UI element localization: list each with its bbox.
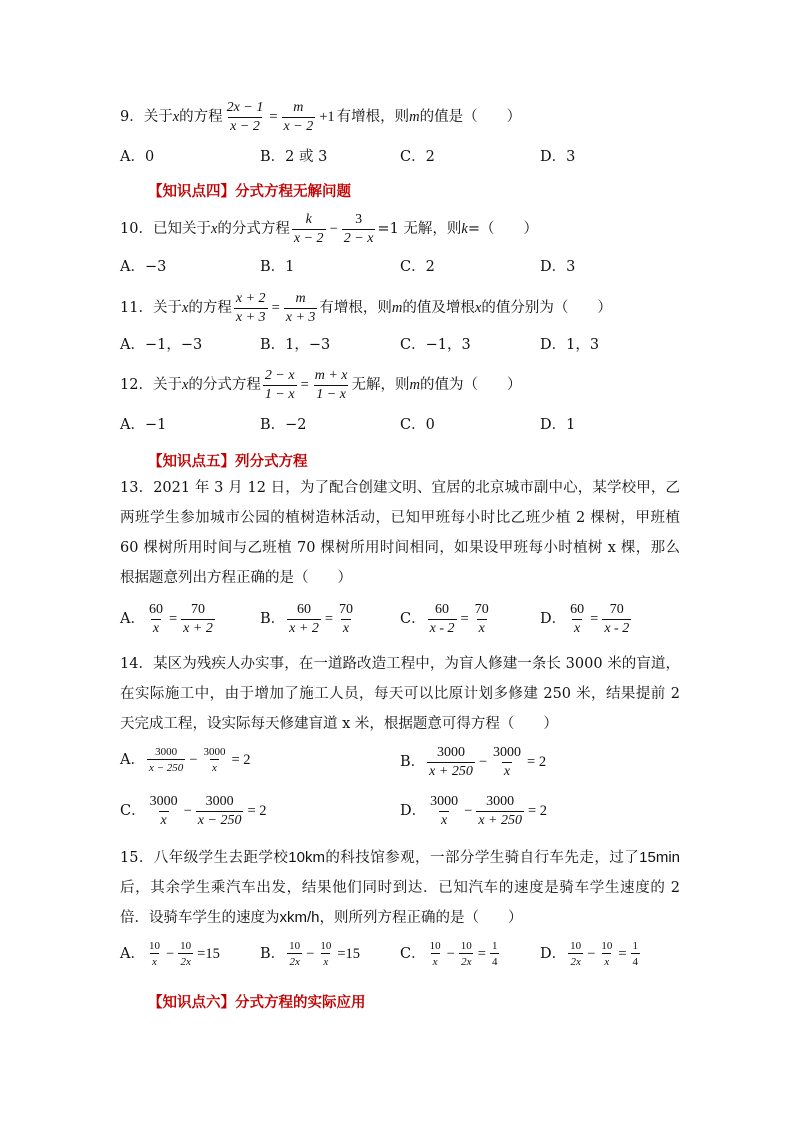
option-label: B． [260,945,286,962]
option-b[interactable]: B．−2 [260,417,307,433]
fraction [318,940,333,968]
fraction-denominator: x + 250 [478,812,522,828]
fraction-numerator: m [295,291,306,306]
question-13-options [120,603,680,637]
fraction-numerator: 60 [296,602,311,617]
option-a[interactable]: A．−1 [120,417,167,433]
fraction-denominator: x [150,953,159,968]
q11-text-3: 有增根，则 [319,300,392,317]
q11-text-2: 的方程 [188,300,232,317]
fraction-denominator: x [160,812,167,828]
fraction-numerator: 2 − x [264,368,295,383]
q9-text-4: 的值是（ ） [419,109,522,126]
q10-fraction-1 [292,213,326,246]
fraction-denominator: 1 − x [316,386,346,402]
q10-text-3: =1 无解，则 [377,221,462,238]
fraction-numerator: 3000 [155,746,178,758]
equation-rhs: = 2 [528,803,548,820]
fraction-numerator: 10 [148,940,160,952]
plus-one: +1 [319,109,335,126]
q9-fraction-1 [225,101,266,134]
fraction-numerator: 70 [609,602,624,617]
q11-var-m: m [391,300,403,317]
minus-sign: − [587,945,596,962]
fraction-numerator: 3000 [493,745,522,760]
equation-rhs: = 2 [231,751,251,768]
option-c[interactable]: C．−1，3 [400,337,471,353]
fraction-numerator: 10 [460,940,472,952]
q10-var-x: x [210,221,218,238]
minus-sign: − [165,945,175,962]
fraction-denominator: x [602,953,611,968]
fraction [147,940,162,968]
fraction-denominator: x − 2 [283,118,314,134]
fraction-denominator: x [431,953,440,968]
fraction-numerator: 3000 [149,794,178,809]
q9-fraction-2 [282,101,316,134]
fraction [147,603,165,636]
question-9-options [120,150,680,170]
option-c[interactable]: C．0 [400,417,435,433]
fraction [428,940,443,968]
fraction-denominator: x [503,763,511,779]
q10-text-2: 的分式方程 [217,221,290,238]
fraction-denominator: x - 2 [429,620,455,636]
section-heading-5: 【知识点五】列分式方程 [148,454,308,470]
equals-sign: = [269,109,278,126]
equation-rhs: =15 [197,945,220,962]
fraction-numerator: 10 [570,940,582,952]
q12-text-2: 的分式方程 [188,377,261,394]
option-c[interactable] [400,940,501,968]
fraction-denominator: x − 250 [197,812,242,828]
question-10-options [120,260,680,280]
fraction [427,746,475,779]
fraction-numerator: 3000 [205,794,234,809]
question-13-stem: 13．2021 年 3 月 12 日，为了配合创建文明、宜居的北京城市副中心，某学校甲，乙两班学生参加城市公园的植树造林活动，已知甲班每小时比乙班少植 2 棵树，甲班植 60 棵树所用时间与乙班植 70 棵树所用时间相同，如果设甲班每小时植树 x 棵，那么根据题意列出方程正确的是（ ） [120,480,680,586]
fraction-denominator: x [342,620,350,636]
q9-var-m: m [409,109,420,126]
option-b[interactable]: B．1 [260,259,295,275]
option-label: A． [120,945,145,962]
q15-text-4: ，则所列方程正确的是（ ） [319,910,523,926]
question-14-options-row-1 [120,746,680,780]
option-d[interactable] [540,940,642,968]
fraction-numerator: 10 [289,940,301,952]
option-label: D． [540,945,567,962]
fraction-numerator: 10 [320,940,332,952]
fraction-denominator: 2x [287,953,301,968]
fraction [147,746,185,774]
option-label: A． [120,751,145,768]
q12-fraction-1 [263,369,297,402]
fraction-denominator: x [478,620,485,636]
equation-rhs: =15 [337,945,361,962]
minus-sign: − [183,803,192,820]
minus-sign: − [329,221,338,238]
equals-sign: = [590,611,599,628]
section-heading-6: 【知识点六】分式方程的实际应用 [148,995,366,1011]
fraction-numerator: 3 [355,212,363,227]
fraction [178,940,193,968]
fraction-numerator: 70 [339,602,354,617]
option-b[interactable]: B．1，−3 [260,337,331,353]
option-d[interactable]: D．3 [540,259,576,275]
option-a[interactable] [120,746,253,774]
option-a[interactable]: A．−1，−3 [120,337,203,353]
fraction [602,603,631,636]
fraction-numerator: 10 [601,940,613,952]
fraction-denominator: x - 2 [604,620,630,636]
fraction-numerator: 70 [474,602,489,617]
fraction-numerator: 10 [429,940,441,952]
fraction-numerator: k [305,212,312,227]
option-a[interactable] [120,940,222,968]
fraction-denominator: x − 250 [147,759,185,774]
fraction [148,795,180,828]
equals-sign: = [300,377,309,394]
q12-var-x: x [181,377,189,394]
equals-sign: = [477,945,486,962]
fraction [181,603,215,636]
fraction-denominator: x + 2 [289,620,319,636]
fraction-numerator: m + x [314,368,348,383]
q9-text-2: 的方程 [179,109,223,126]
q10-var-k: k [461,221,468,238]
q12-var-m: m [409,377,421,394]
fraction-denominator: x + 3 [235,309,266,325]
fraction-denominator: x [152,620,160,636]
equation-rhs: = 2 [247,803,267,820]
fraction-denominator: x + 3 [285,309,316,325]
q15-distance: 10km [288,849,325,866]
fraction-denominator: 1 − x [264,386,295,402]
equals-sign: = [168,611,178,628]
fraction-denominator: 2x [459,953,473,968]
equals-sign: = [324,611,334,628]
fraction-denominator: x [210,759,219,774]
option-b[interactable] [260,603,357,636]
fraction-numerator: m [293,100,304,115]
fraction-denominator: x [574,620,581,636]
fraction-denominator: x [441,812,448,828]
option-a[interactable] [120,603,217,636]
q10-text-1: 10．已知关于 [120,221,211,238]
option-label: C． [120,803,146,820]
fraction [337,603,355,636]
minus-sign: − [464,803,473,820]
option-b[interactable]: B．2 或 3 [260,149,328,165]
minus-sign: − [478,754,488,771]
fraction-numerator: 1 [632,940,639,952]
q12-text-1: 12．关于 [120,377,182,394]
fraction [568,940,583,968]
question-14-options-row-2 [120,795,680,829]
fraction-denominator: 4 [490,953,500,968]
option-label: A． [120,611,145,628]
minus-sign: − [446,945,455,962]
q15-time: 15min [639,849,681,866]
fraction-numerator: 3000 [203,746,226,758]
fraction [428,795,460,828]
fraction [196,795,244,828]
fraction [476,795,524,828]
option-label: B． [400,754,426,771]
q11-text-4: 的值及增根 [402,300,475,317]
question-11-options [120,338,680,358]
option-d[interactable]: D．3 [540,149,576,165]
fraction-numerator: 3000 [486,794,515,809]
fraction [631,940,641,968]
fraction [287,940,302,968]
q11-var-x2: x [474,300,482,317]
q11-text-5: 的值分别为（ ） [481,300,612,317]
fraction-denominator: x − 2 [230,118,260,134]
option-label: C． [400,611,426,628]
q12-text-3: 无解，则 [351,377,410,394]
question-12-stem [120,369,680,402]
q11-fraction-1 [234,292,268,325]
option-b[interactable] [260,940,362,968]
option-d[interactable] [540,603,633,636]
option-label: C． [400,945,426,962]
question-14-stem: 14．某区为残疾人办实事，在一道路改造工程中，为盲人修建一条长 3000 米的盲道，在实际施工中，由于增加了施工人员，每天可以比原计划多修建 250 米，结果提前 2 天完成工程，设实际每天修建盲道 x 米，根据题意可得方程（ ） [120,656,680,732]
question-12-options [120,418,680,438]
q12-text-4: 的值为（ ） [420,377,522,394]
fraction [490,940,500,968]
fraction-denominator: x [321,953,330,968]
equals-sign: = [271,300,280,317]
fraction [459,940,474,968]
fraction-numerator: 70 [191,602,205,617]
question-11-stem [120,292,680,325]
fraction-denominator: 4 [631,953,641,968]
q15-text-1: 15．八年级学生去距学校 [120,850,289,866]
fraction-numerator: 10 [180,940,192,952]
fraction-denominator: 2x [178,953,192,968]
fraction-numerator: 60 [148,602,163,617]
fraction-numerator: 60 [570,602,585,617]
fraction-numerator: 1 [491,940,498,952]
option-d[interactable]: D．1，3 [540,337,600,353]
option-label: D． [540,611,567,628]
q15-text-3: 后，其余学生乘汽车出发，结果他们同时到达．已知汽车的速度是骑车学生速度的 2 倍．设骑车学生的速度为 [120,880,680,926]
minus-sign: − [189,751,198,768]
q11-fraction-2 [284,292,318,325]
q11-var-x: x [181,300,189,317]
fraction-numerator: 3000 [436,745,465,760]
q12-fraction-2 [313,369,350,402]
option-a[interactable]: A．0 [120,149,155,165]
option-c[interactable] [400,603,493,636]
q15-speed: xkm/h [279,909,320,926]
fraction-numerator: 3000 [430,794,459,809]
section-heading-4: 【知识点四】分式方程无解问题 [148,184,351,200]
q9-text-3: 有增根，则 [336,109,410,126]
option-d[interactable] [400,795,549,828]
q15-text-2: 的科技馆参观，一部分学生骑自行车先走，过了 [324,850,640,866]
fraction-denominator: 2x [568,953,582,968]
minus-sign: − [306,945,315,962]
fraction-denominator: 2 − x [343,230,374,246]
option-label: B． [260,611,286,628]
question-15-stem [120,843,680,933]
q10-text-4: =（ ） [467,221,538,238]
fraction-numerator: 60 [435,602,450,617]
q10-fraction-2 [342,213,376,246]
fraction [428,603,457,636]
fraction [473,603,491,636]
question-15-options [120,940,680,970]
question-10-stem [120,213,680,246]
option-a[interactable]: A．−3 [120,259,167,275]
fraction-numerator: 2x − 1 [226,100,264,115]
option-c[interactable]: C．2 [400,259,435,275]
equation-rhs: = 2 [527,754,547,771]
fraction-denominator: x + 250 [429,763,473,779]
option-c[interactable]: C．2 [400,149,435,165]
question-9-stem [120,101,680,134]
fraction [287,603,321,636]
fraction-denominator: x − 2 [293,230,324,246]
q11-text-1: 11．关于 [120,300,182,317]
equals-sign: = [618,945,627,962]
fraction [599,940,614,968]
option-label: D． [400,803,427,820]
fraction [201,746,227,774]
option-b[interactable] [400,746,548,779]
fraction [568,603,586,636]
fraction [491,746,523,779]
option-c[interactable] [120,795,269,828]
fraction-numerator: x + 2 [235,291,266,306]
option-d[interactable]: D．1 [540,417,576,433]
fraction-denominator: x + 2 [183,620,213,636]
q9-var-x: x [172,109,180,126]
q9-text-1: 9．关于 [120,109,173,126]
equals-sign: = [460,611,469,628]
